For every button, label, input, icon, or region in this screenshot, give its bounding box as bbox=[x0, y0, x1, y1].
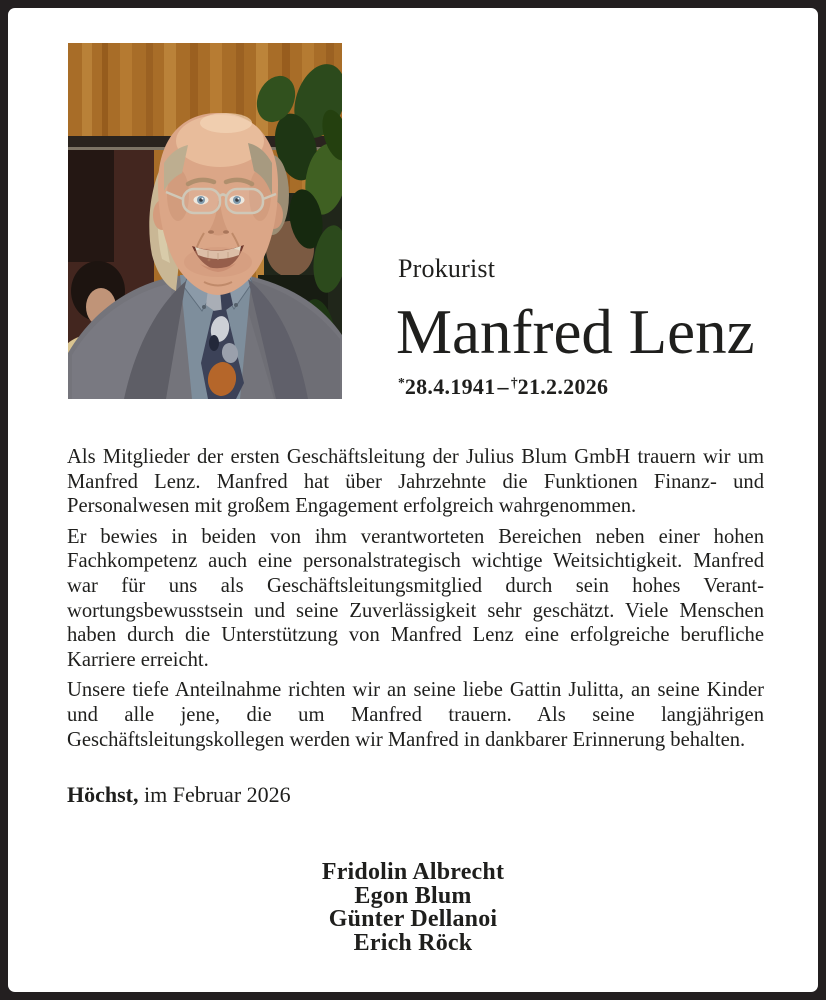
dateline bbox=[67, 784, 291, 806]
obituary-paragraph-1: Als Mitglieder der ersten Geschäftsleitung der Julius Blum GmbH trauern wir um Manfred Lenz. Manfred hat über Jahrzehnte die Funktionen Finanz- und Personalwesen mit großem Engagement erfolgreich wahrgenommen. bbox=[67, 446, 764, 518]
death-date: 21.2.2026 bbox=[517, 374, 609, 399]
birth-date: 28.4.1941 bbox=[404, 374, 496, 399]
life-dates bbox=[398, 376, 608, 398]
death-marker: † bbox=[510, 374, 518, 390]
dates-separator: – bbox=[497, 374, 509, 399]
portrait-photo bbox=[68, 43, 342, 399]
deceased-name: Manfred Lenz bbox=[396, 297, 755, 367]
dateline-place: Höchst, bbox=[67, 782, 139, 807]
dateline-date: im Februar 2026 bbox=[144, 782, 291, 807]
obituary-card bbox=[8, 8, 818, 992]
signature-name: Günter Dellanoi bbox=[328, 906, 498, 932]
role-title: Prokurist bbox=[398, 254, 496, 283]
obituary-paragraph-3: Unsere tiefe Anteilnahme richten wir an seine liebe Gattin Julitta, an seine Kinder und alle jene, die um Manfred trauern. Als seine langjährigen Geschäftsleitungskollegen werden wir Manfred in dankbarer Erinnerung behalten. bbox=[67, 679, 764, 751]
portrait-illustration bbox=[68, 43, 342, 399]
signature-name: Erich Röck bbox=[353, 929, 473, 956]
signature-list bbox=[8, 861, 818, 955]
obituary-text bbox=[67, 445, 764, 758]
signature-name: Egon Blum bbox=[354, 882, 472, 909]
signature-name: Fridolin Albrecht bbox=[321, 859, 505, 885]
birth-marker: * bbox=[398, 374, 405, 390]
obituary-paragraph-2: Er bewies in beiden von ihm verantworteten Bereichen neben einer hohen Fachkompetenz auch eine personalstrategisch wichtige Weitsichtigkeit. Manfred war für uns als Geschäftsleitungsmitglied durch sein hohes Verantwortungsbewusstsein und seine Zuverlässigkeit sehr geschätzt. Viele Menschen haben durch die Unterstützung von Manfred Lenz eine erfolgreiche berufliche Karriere erreicht. bbox=[67, 525, 764, 671]
